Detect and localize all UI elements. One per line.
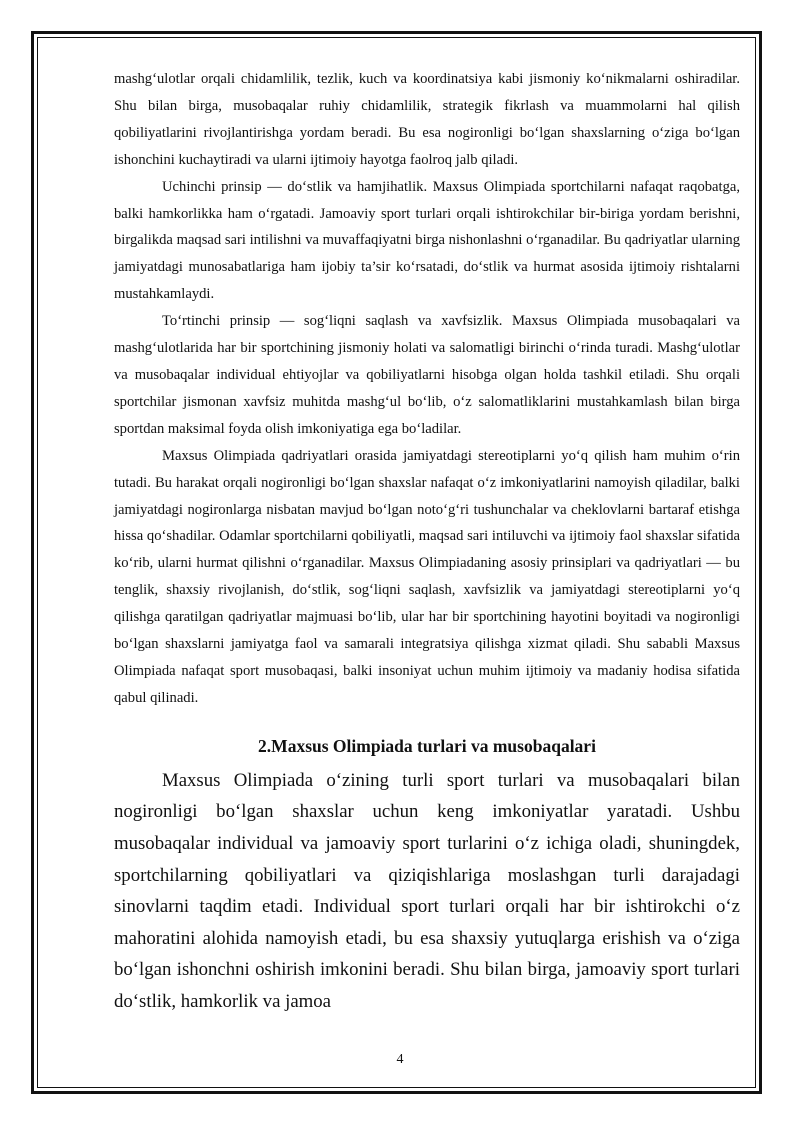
page-number: 4 [396,1052,404,1067]
paragraph-stereotypes: Maxsus Olimpiada qadriyatlari orasida jamiyatdagi stereotiplarni yo‘q qilish ham muhim o‘rin tutadi. Bu harakat orqali nogironligi bo‘lgan shaxslar nafaqat o‘z imkoniyatlarini namoyish qiladilar, balki jamiyatdagi nogironlarga nisbatan mavjud bo‘lgan noto‘g‘ri tushunchalar va cheklovlarni bartaraf etishga hissa qo‘shadilar. Odamlar sportchilarni qobiliyatli, maqsad sari intiluvchi va ijtimoiy faol shaxslar sifatida ko‘rib, ularni hurmat qilishni o‘rganadilar. Maxsus Olimpiadaning asosiy prinsiplari va qadriyatlari — bu tenglik, shaxsiy rivojlanish, do‘stlik, sog‘liqni saqlash, xavfsizlik va jamiyatdagi stereotiplarni yo‘q qilishga qaratilgan qadriyatlar majmuasi bo‘lib, ular har bir sportchining hayotini boyitadi va nogironligi bo‘lgan shaxslarni jamiyatga faol va samarali integratsiya qilishga xizmat qiladi. Shu sababli Maxsus Olimpiada nafaqat sport musobaqasi, balki insoniyat uchun muhim ijtimoiy va madaniy hodisa sifatida qabul qilinadi. [114,447,740,706]
section-text-block [114,765,740,1018]
paragraph-continuation: mashg‘ulotlar orqali chidamlilik, tezlik, kuch va koordinatsiya kabi jismoniy ko‘nikmalarni oshiradilar. Shu bilan birga, musobaqalar ruhiy chidamlilik, strategik fikrlash va muammolarni hal qilish qobiliyatlarini rivojlantirishga yordam beradi. Bu esa nogironligi bo‘lgan shaxslarning o‘ziga bo‘lgan ishonchini kuchaytiradi va ularni ijtimoiy hayotga faolroq jalb qiladi. [114,71,740,168]
document-body [114,66,740,1018]
paragraph-fourth-principle: To‘rtinchi prinsip — sog‘liqni saqlash va xavfsizlik. Maxsus Olimpiada musobaqalari va mashg‘ulotlarida har bir sportchining jismoniy holati va salomatligi birinchi o‘rinda turadi. Mashg‘ulotlar va musobaqalar individual ehtiyojlar va qobiliyatlarni hisobga olgan holda tashkil etiladi. Shu orqali sportchilar jismonan xavfsiz muhitda mashg‘ul bo‘lib, o‘z salomatliklarini mustahkamlash bilan birga sportdan maksimal foyda olish imkoniyatiga ega bo‘ladilar. [114,313,740,437]
section-paragraph: Maxsus Olimpiada o‘zining turli sport turlari va musobaqalari bilan nogironligi bo‘lgan shaxslar uchun keng imkoniyatlar yaratadi. Ushbu musobaqalar individual va jamoaviy sport turlarini o‘z ichiga oladi, shuningdek, sportchilarning qobiliyatlari va qiziqishlariga moslashgan turli darajadagi sinovlarni taqdim etadi. Individual sport turlari orqali har bir ishtirokchi o‘z mahoratini alohida namoyish etadi, bu esa shaxsiy yutuqlarga erishish va o‘ziga bo‘lgan ishonchni oshirish imkonini beradi. Shu bilan birga, jamoaviy sport turlari do‘stlik, hamkorlik va jamoa [114,769,740,1012]
section-heading: 2.Maxsus Olimpiada turlari va musobaqalari [258,735,596,756]
body-text-block [114,66,740,712]
paragraph-third-principle: Uchinchi prinsip — do‘stlik va hamjihatlik. Maxsus Olimpiada sportchilarni nafaqat raqobatga, balki hamkorlikka ham o‘rgatadi. Jamoaviy sport turlari orqali ishtirokchilar bir-biriga yordam berishni, birgalikda maqsad sari intilishni va muvaffaqiyatni birga nishonlashni o‘rganadilar. Bu qadriyatlar ularning jamiyatdagi munosabatlariga ham ijobiy ta’sir ko‘rsatadi, do‘stlik va hurmat asosida ijtimoiy rishtalarni mustahkamlaydi. [114,178,740,303]
